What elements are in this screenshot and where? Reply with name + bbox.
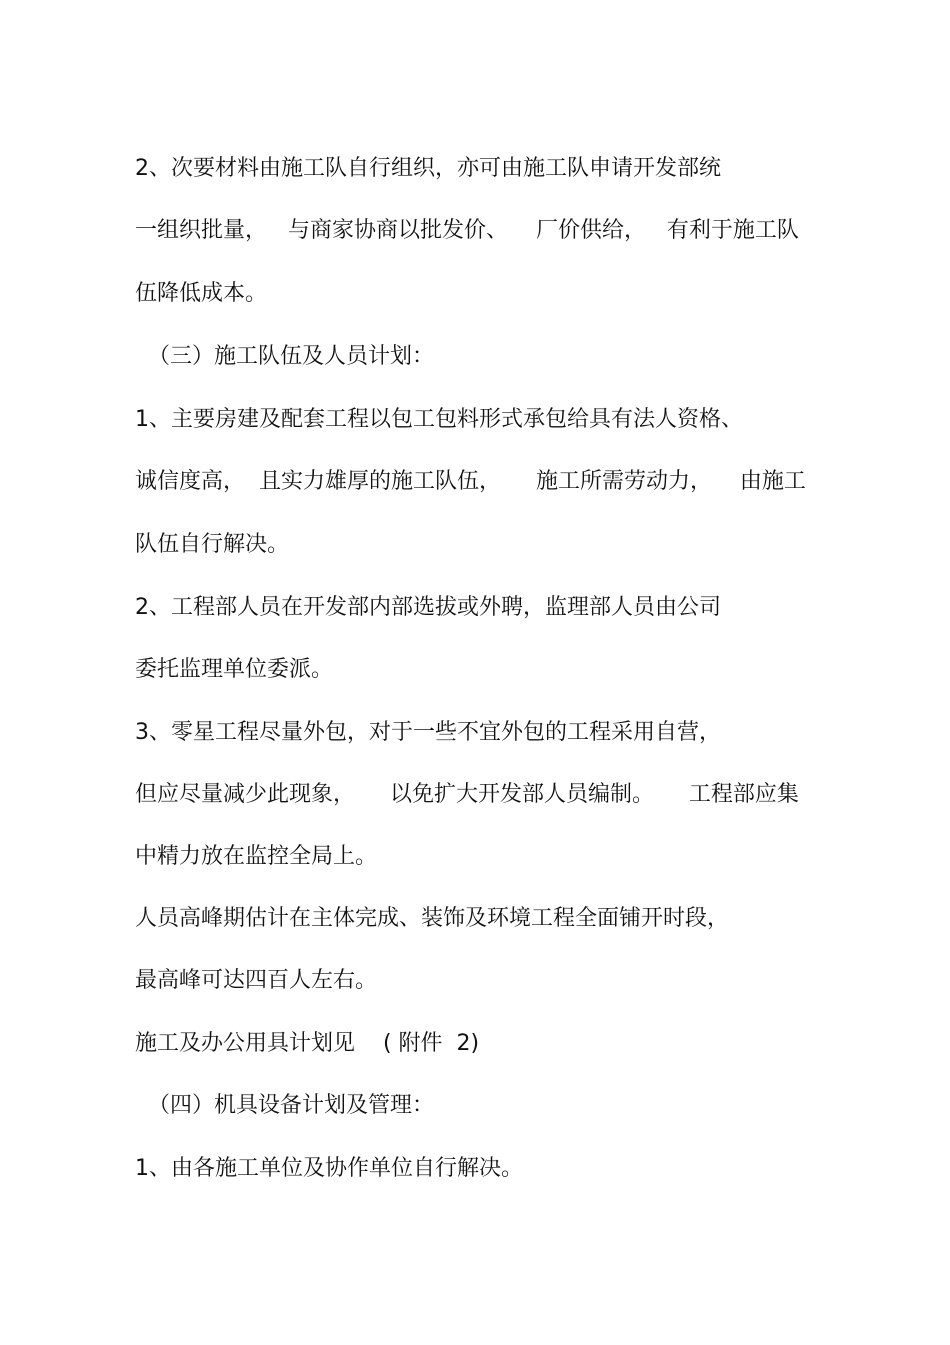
text-line: 人员高峰期估计在主体完成、装饰及环境工程全面铺开时段， [135, 906, 730, 931]
text-line: 最高峰可达四百人左右。 [135, 968, 378, 993]
text-line: 但应尽量减少此现象， 以免扩大开发部人员编制。 工程部应集 [135, 782, 799, 807]
text-line: 3、零星工程尽量外包，对于一些不宜外包的工程采用自营， [135, 720, 721, 745]
section-heading: （四）机具设备计划及管理： [148, 1093, 435, 1118]
text-line: 委托监理单位委派。 [135, 657, 334, 682]
section-heading: （三）施工队伍及人员计划： [148, 344, 435, 369]
text-line: 施工及办公用具计划见 ( 附件 2) [135, 1031, 480, 1056]
text-line: 一组织批量， 与商家协商以批发价、 厂价供给， 有利于施工队 [135, 218, 799, 243]
text-line: 诚信度高， 且实力雄厚的施工队伍， 施工所需劳动力， 由施工 [135, 469, 806, 494]
text-line: 中精力放在监控全局上。 [135, 844, 378, 869]
text-line: 伍降低成本。 [135, 281, 268, 306]
text-line: 队伍自行解决。 [135, 532, 290, 557]
text-line: 1、由各施工单位及协作单位自行解决。 [135, 1156, 523, 1181]
text-line: 2、次要材料由施工队自行组织，亦可由施工队申请开发部统 [135, 156, 721, 181]
text-line: 1、主要房建及配套工程以包工包料形式承包给具有法人资格、 [135, 407, 743, 432]
text-line: 2、工程部人员在开发部内部选拔或外聘，监理部人员由公司 [135, 595, 721, 620]
